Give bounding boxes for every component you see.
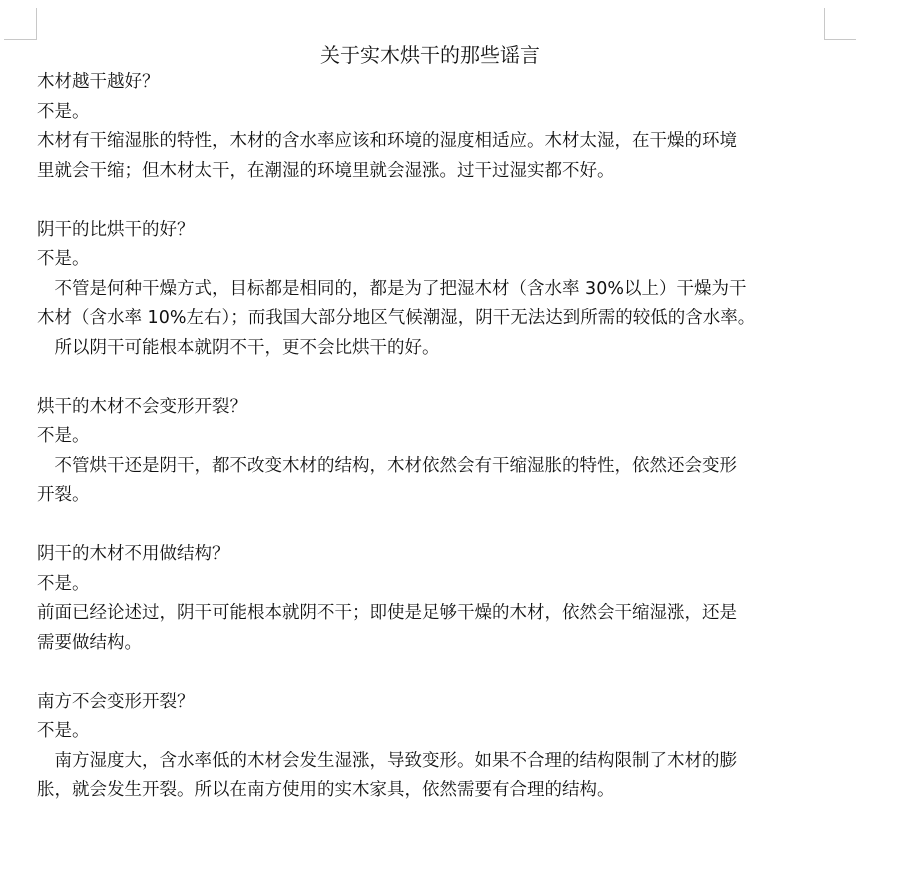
question-text: 南方不会变形开裂？ xyxy=(37,691,195,712)
section-air-dried-no-structure xyxy=(37,540,837,658)
question-text: 阴干的比烘干的好？ xyxy=(37,219,195,240)
paragraph-spacer xyxy=(37,658,837,688)
paragraph-spacer xyxy=(37,511,837,541)
page-corner-mark-top-left xyxy=(4,8,37,40)
answer-text: 不是。 xyxy=(37,101,90,122)
question-text: 木材越干越好？ xyxy=(37,72,160,92)
paragraph-line: 前面已经论述过，阴干可能根本就阴不干；即使是足够干燥的木材，依然会干缩湿涨，还是 xyxy=(37,603,737,623)
question-text: 烘干的木材不会变形开裂？ xyxy=(37,396,247,417)
paragraph-line: 南方湿度大，含水率低的木材会发生湿涨，导致变形。如果不合理的结构限制了木材的膨 xyxy=(37,750,737,771)
paragraph-line: 需要做结构。 xyxy=(37,632,142,653)
answer-text: 不是。 xyxy=(37,249,90,269)
question-text: 阴干的木材不用做结构？ xyxy=(37,544,230,564)
section-air-dried-better xyxy=(37,216,837,364)
paragraph-line: 所以阴干可能根本就阴不干，更不会比烘干的好。 xyxy=(37,337,440,358)
section-south-no-deform xyxy=(37,688,837,806)
document-title: 关于实木烘干的那些谣言 xyxy=(320,43,540,67)
paragraph-line: 不管是何种干燥方式，目标都是相同的，都是为了把湿木材（含水率 30%以上）干燥为干 xyxy=(37,278,747,299)
section-drier-better xyxy=(37,68,837,186)
paragraph-spacer xyxy=(37,186,837,216)
document-body xyxy=(37,68,837,806)
section-kiln-dried-no-deform xyxy=(37,393,837,511)
paragraph-line: 木材（含水率 10%左右）；而我国大部分地区气候潮湿，阴干无法达到所需的较低的含水率。 xyxy=(37,308,756,328)
answer-text: 不是。 xyxy=(37,721,90,741)
page-corner-mark-top-right xyxy=(824,8,856,40)
answer-text: 不是。 xyxy=(37,573,90,594)
paragraph-line: 木材有干缩湿胀的特性，木材的含水率应该和环境的湿度相适应。木材太湿，在干燥的环境 xyxy=(37,131,737,151)
answer-text: 不是。 xyxy=(37,426,90,446)
paragraph-line: 胀，就会发生开裂。所以在南方使用的实木家具，依然需要有合理的结构。 xyxy=(37,780,615,800)
paragraph-spacer xyxy=(37,363,837,393)
paragraph-line: 开裂。 xyxy=(37,485,90,505)
paragraph-line: 里就会干缩；但木材太干，在潮湿的环境里就会湿涨。过干过湿实都不好。 xyxy=(37,160,615,181)
paragraph-line: 不管烘干还是阴干，都不改变木材的结构，木材依然会有干缩湿胀的特性，依然还会变形 xyxy=(37,455,737,476)
